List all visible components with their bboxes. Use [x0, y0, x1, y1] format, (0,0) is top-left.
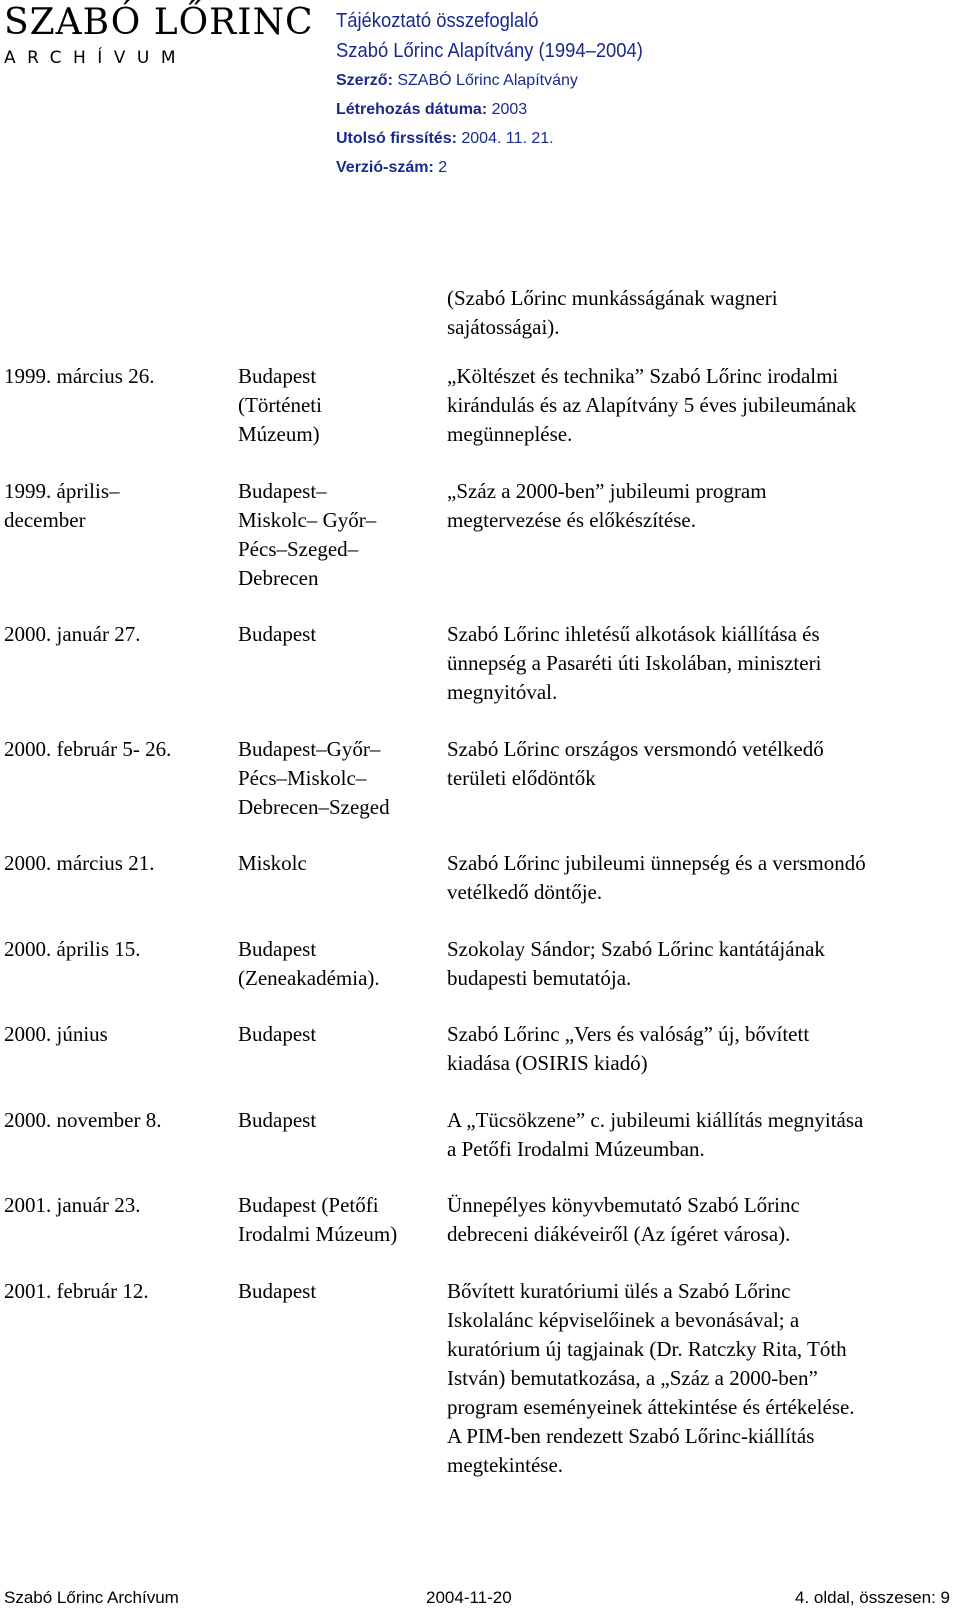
date-line: 2000. november 8. — [4, 1108, 162, 1132]
entry-place — [238, 362, 443, 449]
page-footer — [0, 1586, 960, 1610]
desc-line: Szabó Lőrinc ihletésű alkotások kiállítása és — [447, 622, 820, 646]
entry-description — [447, 1191, 957, 1249]
entry-date — [4, 935, 234, 964]
updated-value: 2004. 11. 21. — [461, 130, 554, 147]
place-line: Debrecen–Szeged — [238, 795, 390, 819]
place-line: Múzeum) — [238, 422, 320, 446]
logo-subtitle: ARCHÍVUM — [4, 48, 188, 68]
entry-place — [238, 849, 443, 878]
version-label: Verzió-szám: — [336, 159, 434, 176]
desc-line: megtekintése. — [447, 1453, 564, 1477]
created-label: Létrehozás dátuma: — [336, 101, 488, 118]
desc-line: A PIM-ben rendezett Szabó Lőrinc-kiállítás — [447, 1424, 815, 1448]
document-title: Tájékoztató összefoglaló — [336, 10, 539, 32]
date-line: 2001. január 23. — [4, 1193, 141, 1217]
created-value: 2003 — [491, 101, 528, 118]
desc-line: megnyitóval. — [447, 680, 558, 704]
entry-description — [447, 735, 957, 793]
desc-line: kuratórium új tagjainak (Dr. Ratczky Rita, Tóth — [447, 1337, 847, 1361]
footer-archive-name: Szabó Lőrinc Archívum — [4, 1588, 179, 1607]
place-line: (Zeneakadémia). — [238, 966, 380, 990]
entry-description — [447, 477, 957, 535]
place-line: Budapest — [238, 1279, 317, 1303]
entry-place — [238, 1020, 443, 1049]
place-line: (Történeti — [238, 393, 322, 417]
entry-place — [238, 620, 443, 649]
place-line: Irodalmi Múzeum) — [238, 1222, 398, 1246]
entry-date — [4, 362, 234, 391]
desc-line: „Száz a 2000-ben” jubileumi program — [447, 479, 767, 503]
desc-line: Szokolay Sándor; Szabó Lőrinc kantátájának — [447, 937, 825, 961]
entry-date — [4, 735, 234, 764]
date-line: 2000. április 15. — [4, 937, 141, 961]
desc-line: kiadása (OSIRIS kiadó) — [447, 1051, 648, 1075]
intro-line: sajátosságai). — [447, 315, 560, 339]
updated-row — [336, 124, 670, 153]
place-line: Budapest — [238, 1022, 317, 1046]
desc-line: Bővített kuratóriumi ülés a Szabó Lőrinc — [447, 1279, 791, 1303]
desc-line: megünneplése. — [447, 422, 573, 446]
place-line: Pécs–Szeged– — [238, 537, 359, 561]
entry-date — [4, 477, 234, 535]
date-line: 2000. június — [4, 1022, 108, 1046]
author-value: SZABÓ Lőrinc Alapítvány — [397, 72, 578, 89]
entry-date — [4, 849, 234, 878]
place-line: Budapest — [238, 937, 317, 961]
date-line: 2001. február 12. — [4, 1279, 149, 1303]
entry-description — [447, 1020, 957, 1078]
place-line: Budapest– — [238, 479, 327, 503]
desc-line: Iskolalánc képviselőinek a bevonásával; a — [447, 1308, 800, 1332]
desc-line: ünnepség a Pasaréti úti Iskolában, miniszteri — [447, 651, 822, 675]
version-row — [336, 153, 670, 182]
desc-line: „Költészet és technika” Szabó Lőrinc irodalmi — [447, 364, 839, 388]
created-row — [336, 95, 670, 124]
logo-title: SZABÓ LŐRINC — [4, 2, 314, 43]
footer-page-number: 4. oldal, összesen: 9 — [795, 1588, 950, 1607]
date-line: 2000. február 5- 26. — [4, 737, 172, 761]
desc-line: Szabó Lőrinc „Vers és valóság” új, bővített — [447, 1022, 810, 1046]
document-subtitle: Szabó Lőrinc Alapítvány (1994–2004) — [336, 40, 643, 62]
place-line: Debrecen — [238, 566, 319, 590]
desc-line: vetélkedő döntője. — [447, 880, 603, 904]
entry-date — [4, 1020, 234, 1049]
entry-place — [238, 935, 443, 993]
intro-continuation — [447, 284, 947, 342]
entry-place — [238, 477, 443, 593]
footer-date: 2004-11-20 — [426, 1588, 512, 1607]
entry-description — [447, 362, 957, 449]
date-line: 1999. április– — [4, 479, 120, 503]
desc-line: kirándulás és az Alapítvány 5 éves jubileumának — [447, 393, 857, 417]
desc-line: a Petőfi Irodalmi Múzeumban. — [447, 1137, 705, 1161]
entry-date — [4, 1191, 234, 1220]
entry-place — [238, 735, 443, 822]
desc-line: István) bemutatkozása, a „Száz a 2000-ben” — [447, 1366, 818, 1390]
place-line: Budapest — [238, 364, 317, 388]
entry-description — [447, 620, 957, 707]
desc-line: Ünnepélyes könyvbemutató Szabó Lőrinc — [447, 1193, 800, 1217]
entry-description — [447, 849, 957, 907]
intro-line: (Szabó Lőrinc munkásságának wagneri — [447, 286, 778, 310]
place-line: Miskolc– Győr– — [238, 508, 377, 532]
date-line: december — [4, 508, 86, 532]
archive-logo — [4, 2, 314, 74]
author-label: Szerző: — [336, 72, 393, 89]
date-line: 1999. március 26. — [4, 364, 155, 388]
author-row — [336, 66, 670, 95]
entry-place — [238, 1277, 443, 1306]
desc-line: Szabó Lőrinc országos versmondó vetélkedő — [447, 737, 824, 761]
entry-description — [447, 1106, 957, 1164]
document-metadata — [336, 6, 670, 182]
entry-description — [447, 935, 957, 993]
entry-place — [238, 1106, 443, 1135]
desc-line: megtervezése és előkészítése. — [447, 508, 696, 532]
place-line: Pécs–Miskolc– — [238, 766, 367, 790]
place-line: Budapest — [238, 622, 317, 646]
desc-line: budapesti bemutatója. — [447, 966, 632, 990]
entry-description — [447, 1277, 957, 1480]
desc-line: program eseményeinek áttekintése és értékelése. — [447, 1395, 855, 1419]
date-line: 2000. január 27. — [4, 622, 141, 646]
desc-line: debreceni diákéveiről (Az ígéret városa). — [447, 1222, 791, 1246]
entry-date — [4, 1106, 234, 1135]
desc-line: A „Tücsökzene” c. jubileumi kiállítás megnyitása — [447, 1108, 864, 1132]
date-line: 2000. március 21. — [4, 851, 155, 875]
desc-line: területi elődöntők — [447, 766, 596, 790]
place-line: Budapest (Petőfi — [238, 1193, 379, 1217]
desc-line: Szabó Lőrinc jubileumi ünnepség és a versmondó — [447, 851, 866, 875]
entry-date — [4, 620, 234, 649]
entry-place — [238, 1191, 443, 1249]
place-line: Budapest — [238, 1108, 317, 1132]
version-value: 2 — [438, 159, 448, 176]
entry-date — [4, 1277, 234, 1306]
updated-label: Utolsó firssítés: — [336, 130, 457, 147]
place-line: Budapest–Győr– — [238, 737, 381, 761]
place-line: Miskolc — [238, 851, 307, 875]
